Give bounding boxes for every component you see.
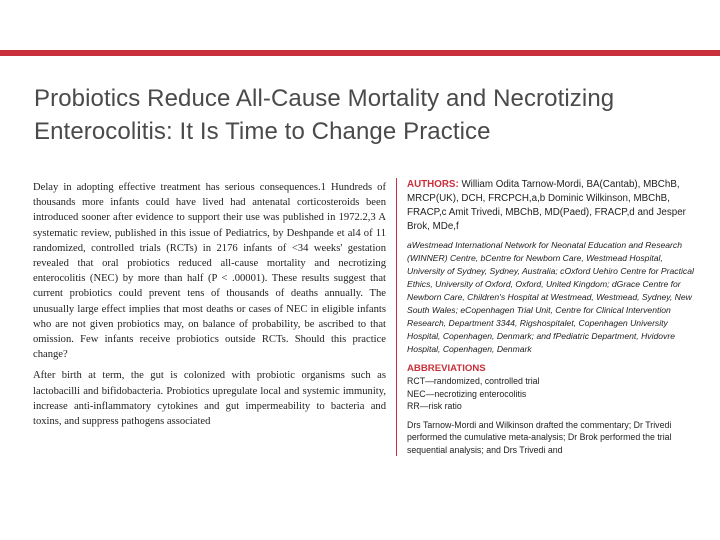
abbreviations-heading: ABBREVIATIONS — [407, 363, 486, 374]
title-line-1: Probiotics Reduce All-Cause Mortality and Necrotizing — [34, 85, 615, 112]
affiliations: aWestmead International Network for Neonatal Education and Research (WINNER) Centre, bCentre for Newborn Care, Westmead Hospital, University of Sydney, Sydney, Australia; cOxford Uehiro Centre for Practical Ethics, University of Oxford, Oxford, United Kingdom; dGrace Centre for Newborn Care, Children's Hospital at Westmead, Westmead, Sydney, New South Wales; eCopenhagen Trial Unit, Centre for Clinical Intervention Research, Department 3344, Rigshospitalet, Copenhagen University Hospital, Copenhagen, Denmark; and fPediatric Department, Hvidovre Hospital, Copenhagen, Denmark — [407, 240, 694, 354]
authors-block — [407, 178, 699, 234]
top-margin — [0, 0, 720, 50]
title-line-2: Enterocolitis: It Is Time to Change Practice — [34, 118, 491, 145]
abbrev-item: RCT—randomized, controlled trial — [407, 376, 540, 386]
authors-label: AUTHORS: — [407, 179, 459, 190]
abbrev-item: RR—risk ratio — [407, 401, 462, 411]
body-paragraph-1: Delay in adopting effective treatment has serious consequences.1 Hundreds of thousands more infants could have lived had antenatal corticosteroids been introduced sooner after evidence to support their use was published in 1972.2,3 A systematic review, published in this issue of Pediatrics, by Deshpande et al4 of 11 randomized, controlled trials (RCTs) in 2176 infants of <34 weeks' gestation revealed that oral probiotics reduced all-cause mortality and necrotizing enterocolitis (NEC) by more than half (P < .00001). These results suggest that current probiotics could prevent tens of thousands of deaths annually. The unusually large effect implies that most deaths or cases of NEC in eligible infants who are not given probiotics may, on balance of probability, be ascribed to that omission. Few infants receive probiotics outside RCTs. Should this practice change? — [33, 182, 386, 361]
main-text-column — [33, 180, 386, 435]
accent-bar — [0, 50, 720, 56]
article-title — [34, 82, 674, 148]
authors-text: William Odita Tarnow-Mordi, BA(Cantab), MBChB, MRCP(UK), DCH, FRCPCH,a,b Dominic Wilkinson, MBChB, FRACP,c Amit Trivedi, MBChB, MD(Paed), FRACP,d and Jesper Brok, MDe,f — [407, 179, 686, 232]
abbrev-item: NEC—necrotizing enterocolitis — [407, 388, 527, 399]
body-paragraph-2: After birth at term, the gut is colonized with probiotic organisms such as lactobacilli and bifidobacteria. Probiotics upregulate local and systemic immunity, increase anti-inflammatory cytokines and gut impermeability to bacteria and toxins, and suppress pathogens associated — [33, 370, 386, 428]
sidebar-column — [396, 178, 699, 456]
contributors-note: Drs Tarnow-Mordi and Wilkinson drafted the commentary; Dr Trivedi performed the cumulative meta-analysis; Dr Brok performed the trial sequential analysis; and Drs Trivedi and — [407, 419, 672, 455]
